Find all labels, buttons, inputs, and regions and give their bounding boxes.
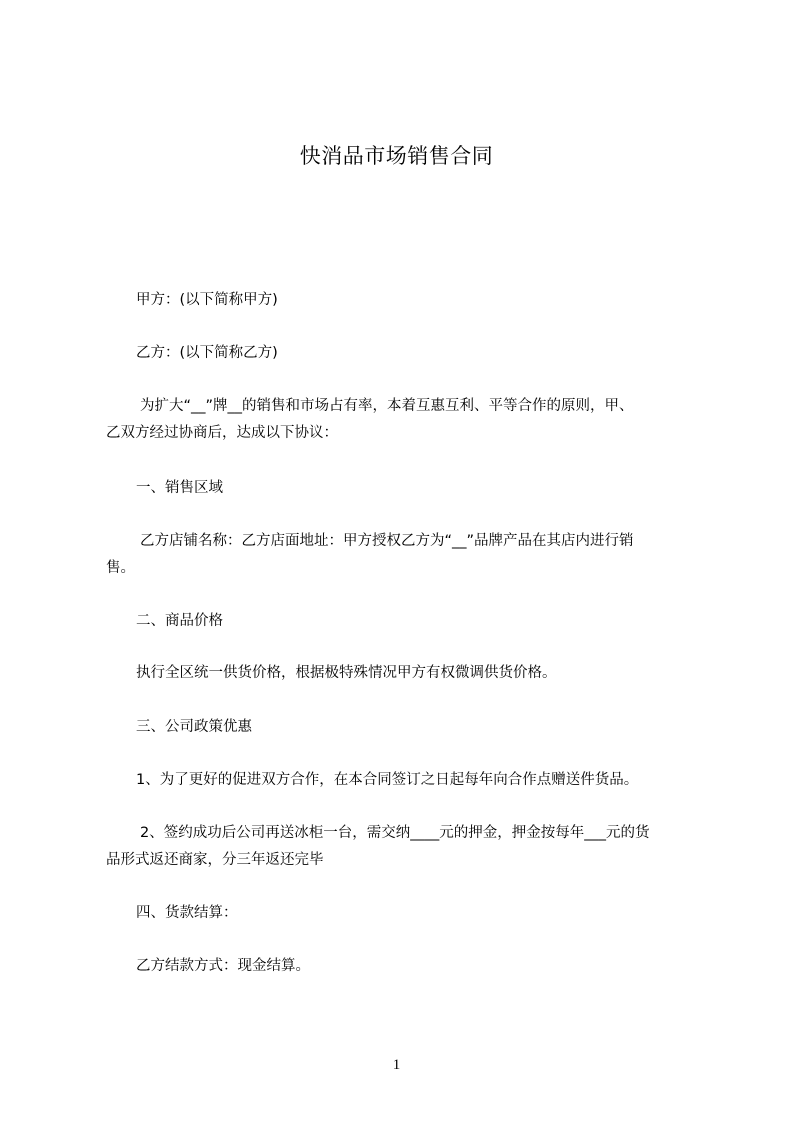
settlement-line: 乙方结款方式：现金结算。 — [136, 958, 310, 974]
sales-area-line-1: 乙方店铺名称：乙方店面地址：甲方授权乙方为“__”品牌产品在其店内进行销 — [140, 533, 634, 549]
preamble-line-1: 为扩大“__”牌__的销售和市场占有率，本着互惠互利、平等合作的原则，甲、 — [140, 398, 634, 414]
preamble-paragraph — [106, 393, 706, 447]
price-line: 执行全区统一供货价格，根据极特殊情况甲方有权微调供货价格。 — [136, 665, 557, 681]
price-paragraph — [106, 660, 706, 687]
policy-item-1-line: 1、为了更好的促进双方合作，在本合同签订之日起每年向合作点赠送件货品。 — [136, 772, 639, 788]
section-heading-sales-area — [106, 475, 706, 502]
settlement-heading: 四、货款结算： — [136, 905, 238, 921]
section-heading-settlement — [106, 900, 706, 927]
policy-item-1-paragraph — [106, 767, 706, 794]
sales-area-paragraph — [106, 528, 706, 582]
section-heading-policy — [106, 714, 706, 741]
party-a-line: 甲方：(以下简称甲方) — [136, 292, 278, 308]
price-heading: 二、商品价格 — [136, 613, 223, 629]
document-title: 快消品市场销售合同 — [299, 144, 494, 168]
policy-item-2-paragraph — [106, 820, 706, 874]
sales-area-heading: 一、销售区域 — [136, 480, 223, 496]
party-a-paragraph — [106, 287, 706, 314]
settlement-paragraph — [106, 953, 706, 980]
sales-area-line-2: 售。 — [106, 560, 135, 576]
page-number: 1 — [392, 1057, 401, 1073]
policy-item-2-line-2: 品形式返还商家，分三年返还完毕 — [106, 852, 324, 868]
party-b-paragraph — [106, 340, 706, 367]
party-b-line: 乙方：(以下简称乙方) — [136, 345, 278, 361]
policy-item-2-line-1: 2、签约成功后公司再送冰柜一台，需交纳____元的押金，押金按每年___元的货 — [140, 825, 650, 841]
preamble-line-2: 乙双方经过协商后，达成以下协议： — [106, 425, 338, 441]
policy-heading: 三、公司政策优惠 — [136, 719, 252, 735]
section-heading-price — [106, 608, 706, 635]
